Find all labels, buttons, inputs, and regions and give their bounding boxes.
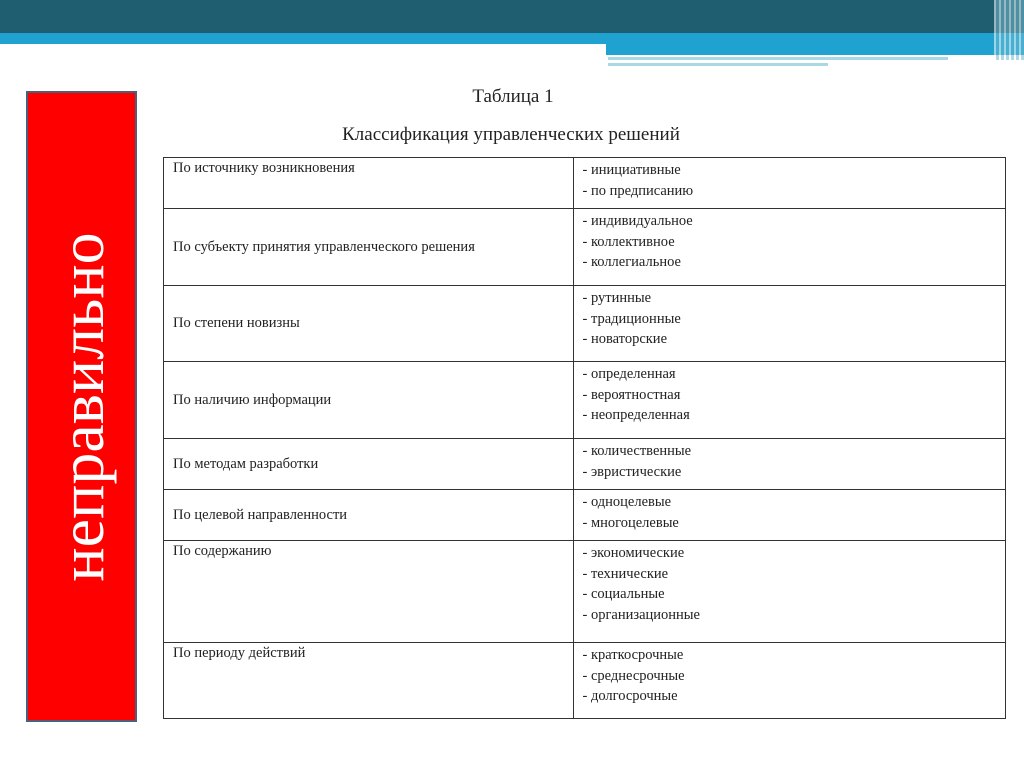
criterion-cell: По субъекту принятия управленческого решения — [164, 209, 574, 286]
option-item: - рутинные — [582, 290, 652, 306]
option-item: - традиционные — [582, 310, 681, 327]
header-bar-dark — [0, 0, 1024, 33]
option-item: - организационные — [582, 606, 700, 623]
classification-table — [163, 157, 1006, 719]
options-cell — [573, 209, 1006, 286]
table-title-text: Классификация управленческих решений — [342, 124, 680, 145]
option-item: - новаторские — [582, 331, 668, 347]
table-number-text: Таблица 1 — [472, 86, 554, 107]
option-item: - одноцелевые — [582, 494, 672, 510]
option-item: - эвристические — [582, 463, 682, 480]
criterion-cell: По содержанию — [164, 541, 574, 643]
option-item: - долгосрочные — [582, 688, 678, 704]
table-row — [164, 643, 1006, 719]
options-cell — [573, 158, 1006, 209]
table-row — [164, 439, 1006, 490]
option-item: - технические — [582, 565, 669, 582]
header-accent-line — [608, 63, 828, 66]
option-item: - социальные — [582, 586, 665, 602]
option-item: - среднесрочные — [582, 667, 685, 684]
header-accent-line — [608, 57, 948, 60]
options-cell — [573, 490, 1006, 541]
table-title — [0, 124, 1024, 146]
table-row — [164, 362, 1006, 439]
banner-text: неправильно — [45, 231, 117, 582]
option-item: - экономические — [582, 545, 685, 561]
header-stripes — [994, 0, 1024, 60]
option-item: - индивидуальное — [582, 213, 693, 229]
option-item: - краткосрочные — [582, 647, 684, 663]
option-item: - по предписанию — [582, 182, 694, 199]
options-cell — [573, 541, 1006, 643]
table-row — [164, 490, 1006, 541]
option-item: - неопределенная — [582, 407, 690, 423]
criterion-cell: По периоду действий — [164, 643, 574, 719]
header-bar-blue — [0, 33, 1024, 44]
criterion-cell: По источнику возникновения — [164, 158, 574, 209]
table-number — [0, 86, 1024, 108]
table-row — [164, 209, 1006, 286]
table-row — [164, 541, 1006, 643]
option-item: - количественные — [582, 443, 692, 459]
options-cell — [573, 643, 1006, 719]
options-cell — [573, 362, 1006, 439]
table-row — [164, 286, 1006, 362]
criterion-cell: По методам разработки — [164, 439, 574, 490]
option-item: - инициативные — [582, 162, 681, 178]
options-cell — [573, 286, 1006, 362]
option-item: - вероятностная — [582, 386, 681, 403]
option-item: - многоцелевые — [582, 514, 679, 531]
table-row — [164, 158, 1006, 209]
options-cell — [573, 439, 1006, 490]
header-bar-blue-step — [606, 44, 1024, 55]
criterion-cell: По наличию информации — [164, 362, 574, 439]
criterion-cell: По степени новизны — [164, 286, 574, 362]
criterion-cell: По целевой направленности — [164, 490, 574, 541]
option-item: - коллективное — [582, 233, 675, 250]
side-banner — [26, 91, 137, 722]
option-item: - коллегиальное — [582, 254, 681, 270]
option-item: - определенная — [582, 366, 676, 382]
